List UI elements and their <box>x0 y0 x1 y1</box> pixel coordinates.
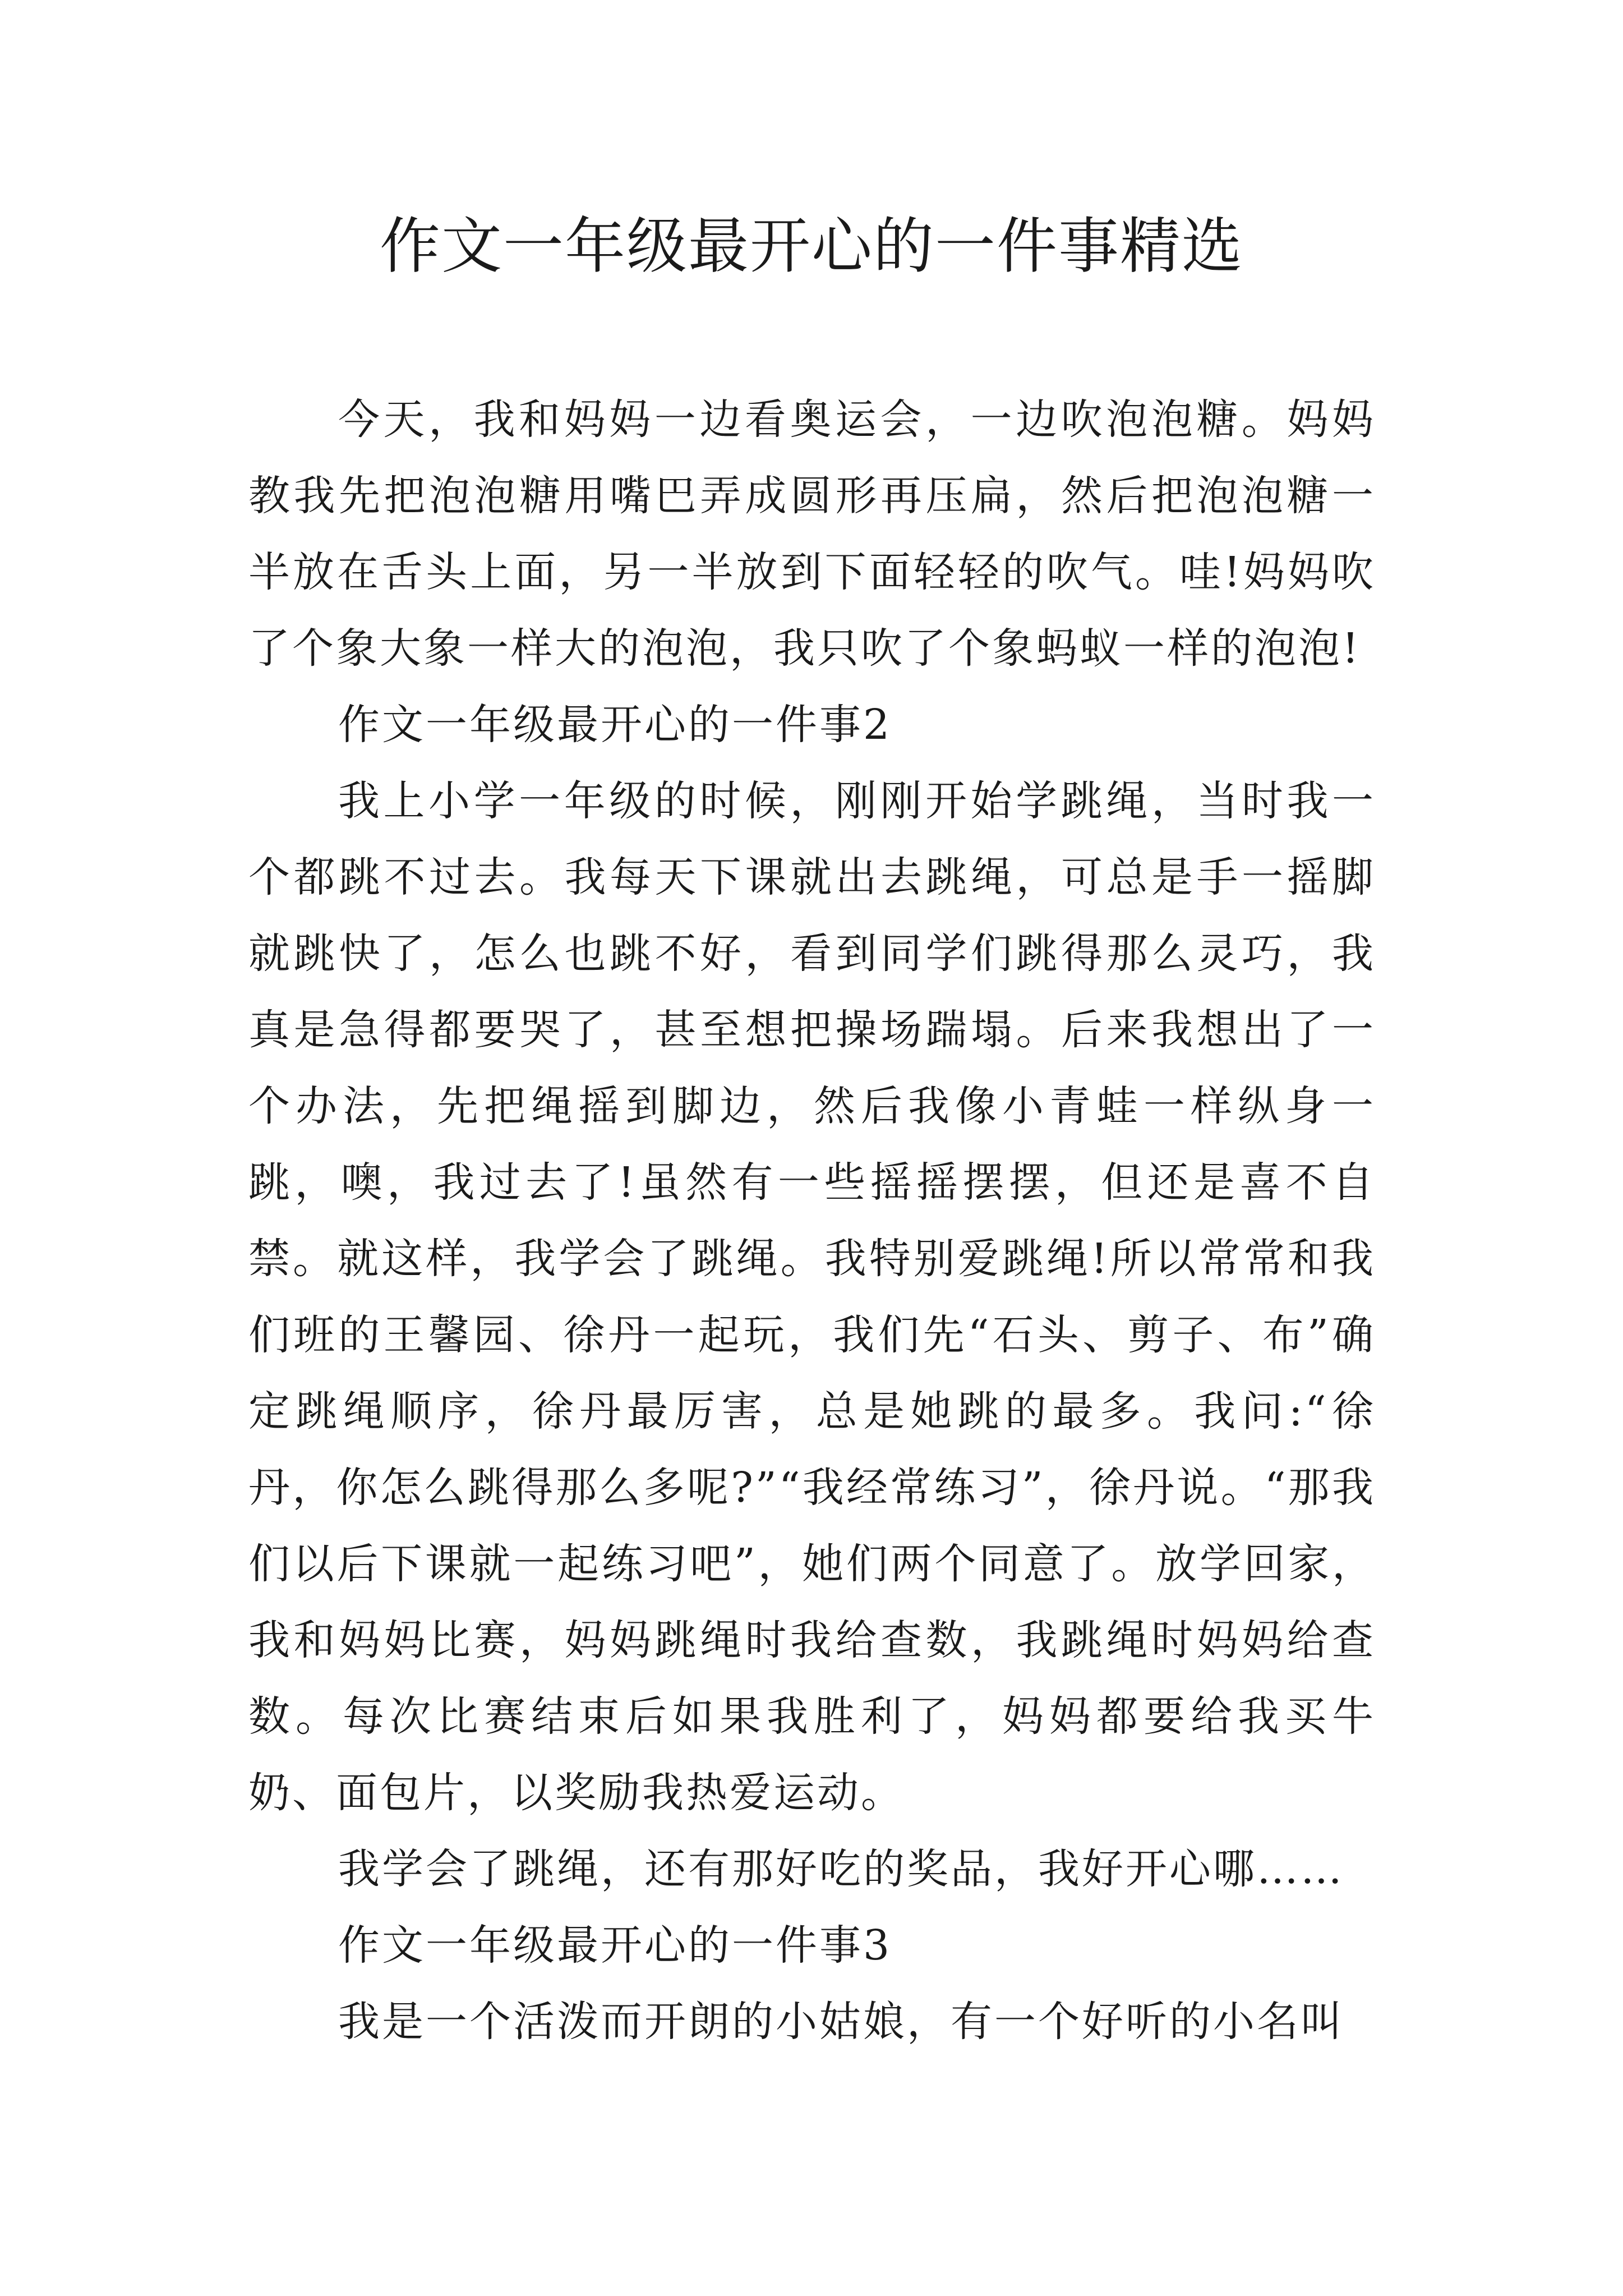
paragraph-bubble-gum: 今天，我和妈妈一边看奥运会，一边吹泡泡糖。妈妈教我先把泡泡糖用嘴巴弄成圆形再压扁，然后把泡泡糖一半放在舌头上面，另一半放到下面轻轻的吹气。哇!妈妈吹了个象大象一样大的泡泡，我只吹了个象蚂蚁一样的泡泡! <box>248 395 1376 673</box>
paragraph-essay-3-start: 我是一个活泼而开朗的小姑娘，有一个好听的小名叫 <box>338 1998 1344 2046</box>
paragraph-jump-rope: 我上小学一年级的时候，刚刚开始学跳绳，当时我一个都跳不过去。我每天下课就出去跳绳，可总是手一摇脚就跳快了，怎么也跳不好，看到同学们跳得那么灵巧，我真是急得都要哭了，甚至想把操场踹塌。后来我想出了一个办法，先把绳摇到脚边，然后我像小青蛙一样纵身一跳，噢，我过去了!虽然有一些摇摇摆摆，但还是喜不自禁。就这样，我学会了跳绳。我特别爱跳绳!所以常常和我们班的王馨园、徐丹一起玩，我们先“石头、剪子、布”确定跳绳顺序，徐丹最厉害，总是她跳的最多。我问:“徐丹，你怎么跳得那么多呢?”“我经常练习”，徐丹说。“那我们以后下课就一起练习吧”，她们两个同意了。放学回家，我和妈妈比赛，妈妈跳绳时我给查数，我跳绳时妈妈给查数。每次比赛结束后如果我胜利了，妈妈都要给我买牛奶、面包片，以奖励我热爱运动。 <box>248 777 1376 1817</box>
paragraph-conclusion-2: 我学会了跳绳，还有那好吃的奖品，我好开心哪…… <box>338 1845 1344 1893</box>
section-heading-2: 作文一年级最开心的一件事2 <box>338 701 892 749</box>
document-title: 作文一年级最开心的一件事精选 <box>379 211 1243 282</box>
document-body <box>248 381 1376 2060</box>
section-heading-3: 作文一年级最开心的一件事3 <box>338 1921 892 1970</box>
